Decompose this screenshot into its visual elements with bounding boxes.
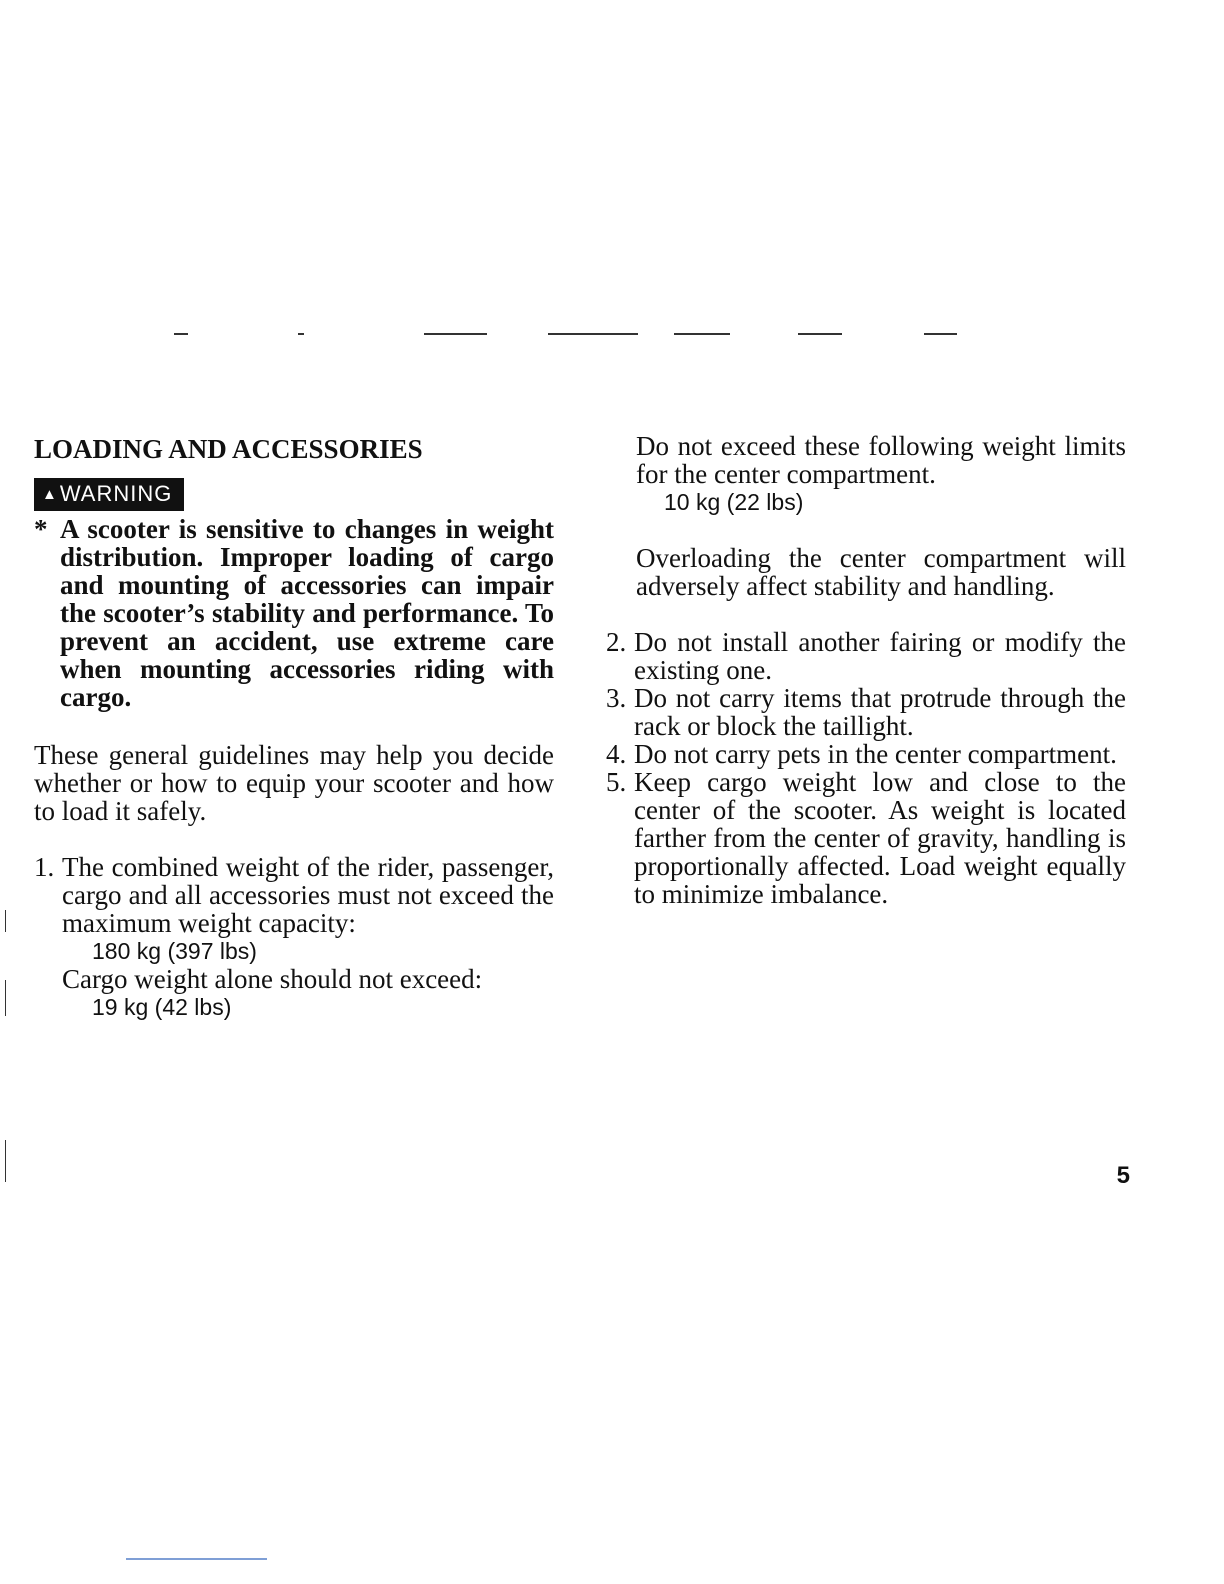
list-item-text: Do not install another fairing or modify the existing one.	[634, 627, 1126, 685]
list-item-text: Cargo weight alone should not exceed:	[62, 964, 483, 994]
warning-text	[34, 515, 554, 711]
right-column	[606, 432, 1126, 908]
scan-dash	[798, 333, 842, 335]
center-compartment-text: Do not exceed these following weight limits for the center compartment.	[636, 431, 1126, 489]
section-title: LOADING AND ACCESSORIES	[34, 434, 423, 464]
margin-mark	[5, 1140, 6, 1182]
scan-dash	[674, 333, 730, 335]
list-item	[606, 740, 1126, 768]
footer-underline	[126, 1558, 267, 1560]
warning-bullet: *	[34, 514, 48, 544]
scan-dash	[424, 333, 487, 335]
center-compartment-spec: 10 kg (22 lbs)	[664, 489, 804, 515]
page-number: 5	[1116, 1162, 1130, 1189]
list-item	[606, 684, 1126, 740]
warning-triangle-icon: ▲	[42, 486, 58, 503]
list-item	[34, 853, 554, 1021]
list-item-text: Keep cargo weight low and close to the center of the scooter. As weight is located farther from the center of gravity, handling is proportionally affected. Load weight equally to minimize imbalance.	[634, 767, 1126, 909]
list-item-text: Do not carry items that protrude through the rack or block the taillight.	[634, 683, 1126, 741]
list-item	[606, 628, 1126, 684]
warning-body-text: A scooter is sensitive to changes in weight distribution. Improper loading of cargo and mounting of accessories can impair the scooter’s stability and performance. To prevent an accident, use extreme care when mounting accessories riding with cargo.	[60, 514, 554, 712]
scan-dash	[174, 333, 188, 335]
max-capacity-spec: 180 kg (397 lbs)	[92, 938, 257, 964]
scan-dash	[298, 333, 304, 335]
scan-dash	[924, 333, 957, 335]
list-item-number: 4.	[606, 739, 627, 769]
scan-dash	[548, 333, 638, 335]
list-item-number: 2.	[606, 627, 627, 657]
cargo-limit-spec: 19 kg (42 lbs)	[92, 994, 232, 1020]
left-column	[34, 432, 554, 1021]
warning-label: WARNING	[59, 481, 173, 506]
warning-badge	[34, 478, 184, 511]
margin-mark	[5, 910, 6, 932]
list-item-text: Do not carry pets in the center compartment.	[634, 739, 1117, 769]
list-item-number: 5.	[606, 767, 627, 797]
list-item	[606, 768, 1126, 908]
margin-mark	[5, 980, 6, 1016]
list-item-text: The combined weight of the rider, passenger, cargo and all accessories must not exceed the maximum weight capacity:	[62, 852, 554, 938]
list-item-number: 3.	[606, 683, 627, 713]
center-compartment-note: Overloading the center compartment will adversely affect stability and handling.	[636, 543, 1126, 601]
intro-paragraph: These general guidelines may help you decide whether or how to equip your scooter and how to load it safely.	[34, 740, 554, 826]
list-item-number: 1.	[34, 852, 55, 882]
